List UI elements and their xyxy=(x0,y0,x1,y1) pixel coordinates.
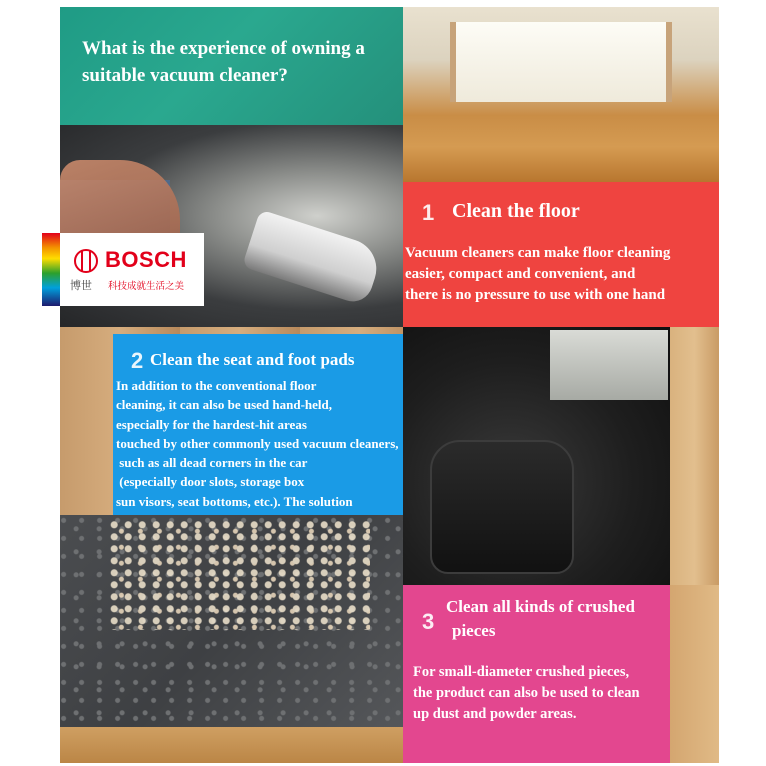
section-3-title xyxy=(446,595,676,643)
section-3-body xyxy=(413,662,669,725)
crushed-debris xyxy=(110,520,370,630)
section-1-body-line: easier, compact and convenient, and xyxy=(405,266,636,282)
section-2-body-line: (especially door slots, storage box xyxy=(116,474,305,490)
section-3-body-line: the product can also be used to clean xyxy=(413,685,640,701)
section-1-title: Clean the floor xyxy=(452,200,580,222)
logo-brand-name: BOSCH xyxy=(105,247,187,272)
logo-cn-slogan: 科技成就生活之美 xyxy=(108,281,185,292)
section-3-body-line: up dust and powder areas. xyxy=(413,706,577,722)
section-2-number: 2 xyxy=(131,348,144,373)
headline-line-2: suitable vacuum cleaner? xyxy=(82,65,288,86)
section-2-body-line: especially for the hardest-hit areas xyxy=(116,416,307,432)
section-3-body-line: For small-diameter crushed pieces, xyxy=(413,664,630,680)
section-2-body xyxy=(116,376,476,511)
section-1-number: 1 xyxy=(422,200,435,225)
section-1-body-line: Vacuum cleaners can make floor cleaning xyxy=(405,245,671,261)
headline-line-1: What is the experience of owning a xyxy=(82,38,365,59)
section-3-number: 3 xyxy=(422,609,435,634)
section-2-body-line: cleaning, it can also be used hand-held, xyxy=(116,397,332,413)
wood-strip-bottom xyxy=(60,727,403,763)
section-1-body-line: there is no pressure to use with one hand xyxy=(405,287,666,303)
headline xyxy=(82,35,402,89)
logo-cn-brand: 博世 xyxy=(70,280,92,292)
car-window xyxy=(550,330,668,400)
wood-strip-bottom-right xyxy=(670,585,719,763)
section-2-body-line: sun visors, seat bottoms, etc.). The solution xyxy=(116,493,353,509)
section-2-body-line: such as all dead corners in the car xyxy=(116,455,308,471)
gym-wall-window xyxy=(450,22,672,102)
section-3-title-line-2: pieces xyxy=(452,621,496,640)
section-2-body-line: touched by other commonly used vacuum cleaners, xyxy=(116,435,399,451)
section-2-body-line: In addition to the conventional floor xyxy=(116,378,317,393)
bosch-armature-inner-icon xyxy=(81,251,91,271)
section-1-body xyxy=(405,243,719,306)
logo-color-strip xyxy=(42,233,60,306)
section-2-title: Clean the seat and foot pads xyxy=(150,350,355,369)
section-3-title-line-1: Clean all kinds of crushed xyxy=(446,597,635,616)
wood-texture-right xyxy=(670,327,719,585)
